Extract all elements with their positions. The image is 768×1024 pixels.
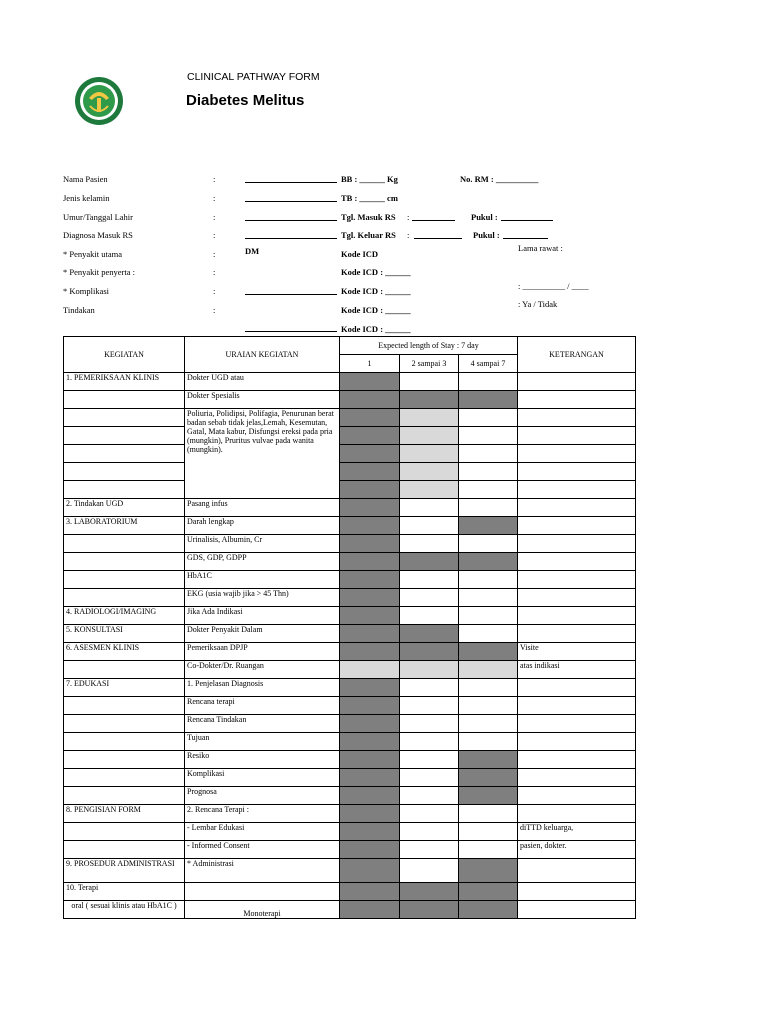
table-row (64, 715, 636, 733)
form-label: CLINICAL PATHWAY FORM (187, 71, 320, 83)
kegiatan-cell: 2. Tindakan UGD (64, 499, 185, 517)
kegiatan-cell (64, 463, 185, 481)
keterangan-cell (518, 535, 636, 553)
uraian-cell: Rencana terapi (185, 697, 340, 715)
kode-icd-field[interactable]: Kode ICD : ______ (341, 267, 411, 277)
day2-cell[interactable] (400, 859, 459, 883)
keterangan-cell (518, 427, 636, 445)
day3-cell[interactable] (459, 841, 518, 859)
uraian-cell: 1. Penjelasan Diagnosis (185, 679, 340, 697)
keterangan-cell (518, 571, 636, 589)
label-penyakit-utama: * Penyakit utama (63, 249, 123, 259)
keterangan-cell (518, 697, 636, 715)
day2-cell[interactable] (400, 481, 459, 499)
colon: : (213, 305, 216, 315)
header-kegiatan: KEGIATAN (64, 337, 185, 373)
uraian-cell: GDS, GDP, GDPP (185, 553, 340, 571)
kegiatan-cell (64, 787, 185, 805)
kegiatan-cell: oral ( sesuai klinis atau HbA1C ) (64, 901, 185, 919)
day1-cell[interactable] (340, 589, 400, 607)
form-title: Diabetes Melitus (186, 92, 305, 109)
table-row (64, 787, 636, 805)
table-row (64, 841, 636, 859)
day1-cell[interactable] (340, 823, 400, 841)
day1-cell[interactable] (340, 679, 400, 697)
day3-cell[interactable] (459, 751, 518, 769)
day3-cell[interactable] (459, 535, 518, 553)
keterangan-cell: atas indikasi (518, 661, 636, 679)
day1-cell[interactable] (340, 481, 400, 499)
clinical-pathway-table (63, 336, 636, 919)
tgl-masuk-field[interactable] (412, 220, 455, 221)
uraian-cell: EKG (usia wajib jika > 45 Thn) (185, 589, 340, 607)
bb-field[interactable]: BB : ______ Kg (341, 174, 398, 184)
day2-cell[interactable] (400, 661, 459, 679)
keterangan-cell (518, 715, 636, 733)
keterangan-cell (518, 769, 636, 787)
day2-cell[interactable] (400, 445, 459, 463)
day1-cell[interactable] (340, 751, 400, 769)
kode-icd-field[interactable]: Kode ICD : ______ (341, 305, 411, 315)
day1-cell[interactable] (340, 805, 400, 823)
colon: : (407, 212, 410, 222)
keterangan-cell: diTTD keluarga, (518, 823, 636, 841)
day3-cell[interactable] (459, 805, 518, 823)
hospital-logo-icon (74, 76, 124, 126)
day2-cell[interactable] (400, 787, 459, 805)
table-row (64, 823, 636, 841)
table-row (64, 445, 636, 463)
day2-cell[interactable] (400, 373, 459, 391)
day1-cell[interactable] (340, 409, 400, 427)
tb-field[interactable]: TB : ______ cm (341, 193, 398, 203)
keterangan-cell: pasien, dokter. (518, 841, 636, 859)
kegiatan-cell (64, 445, 185, 463)
day1-cell[interactable] (340, 787, 400, 805)
day1-cell[interactable] (340, 715, 400, 733)
day2-cell[interactable] (400, 733, 459, 751)
uraian-cell: HbA1C (185, 571, 340, 589)
penyakit-utama-value: DM (245, 246, 260, 256)
day1-cell[interactable] (340, 553, 400, 571)
table-row (64, 589, 636, 607)
table-row (64, 883, 636, 901)
day3-cell[interactable] (459, 859, 518, 883)
label-komplikasi: * Komplikasi (63, 286, 110, 296)
day1-cell[interactable] (340, 445, 400, 463)
kegiatan-cell: 6. ASESMEN KLINIS (64, 643, 185, 661)
kegiatan-cell: 4. RADIOLOGI/IMAGING (64, 607, 185, 625)
day1-cell[interactable] (340, 571, 400, 589)
day2-cell[interactable] (400, 805, 459, 823)
pukul-masuk-field[interactable] (501, 220, 553, 221)
day3-cell[interactable] (459, 643, 518, 661)
lama-rawat-field[interactable]: : __________ / ____ (518, 281, 589, 291)
keterangan-cell (518, 481, 636, 499)
kegiatan-cell (64, 535, 185, 553)
day3-cell[interactable] (459, 481, 518, 499)
keterangan-cell (518, 607, 636, 625)
uraian-cell: Resiko (185, 751, 340, 769)
keterangan-cell (518, 751, 636, 769)
day2-cell[interactable] (400, 715, 459, 733)
kegiatan-cell (64, 823, 185, 841)
kegiatan-cell (64, 427, 185, 445)
keterangan-cell (518, 463, 636, 481)
table-row (64, 607, 636, 625)
day3-cell[interactable] (459, 445, 518, 463)
day3-cell[interactable] (459, 373, 518, 391)
kegiatan-cell (64, 553, 185, 571)
header-day-4-7: 4 sampai 7 (459, 355, 518, 373)
table-row (64, 409, 636, 427)
nama-field[interactable] (245, 182, 337, 183)
kegiatan-cell (64, 841, 185, 859)
uraian-cell: 2. Rencana Terapi : (185, 805, 340, 823)
label-tindakan: Tindakan (63, 305, 95, 315)
table-row (64, 427, 636, 445)
kegiatan-cell (64, 751, 185, 769)
uraian-cell: Prognosa (185, 787, 340, 805)
colon: : (407, 230, 410, 240)
keterangan-cell (518, 589, 636, 607)
day2-cell[interactable] (400, 823, 459, 841)
day3-cell[interactable] (459, 553, 518, 571)
day3-cell[interactable] (459, 409, 518, 427)
uraian-cell: Komplikasi (185, 769, 340, 787)
keterangan-cell (518, 883, 636, 901)
header-uraian: URAIAN KEGIATAN (185, 337, 340, 373)
table-row (64, 517, 636, 535)
day2-cell[interactable] (400, 517, 459, 535)
tgl-keluar-label: Tgl. Keluar RS (341, 230, 396, 240)
day2-cell[interactable] (400, 643, 459, 661)
day1-cell[interactable] (340, 841, 400, 859)
keterangan-cell (518, 445, 636, 463)
pukul-label: Pukul : (471, 212, 498, 222)
uraian-cell: Tujuan (185, 733, 340, 751)
day1-cell[interactable] (340, 499, 400, 517)
day1-cell[interactable] (340, 733, 400, 751)
day1-cell[interactable] (340, 661, 400, 679)
kegiatan-cell (64, 733, 185, 751)
day1-cell[interactable] (340, 535, 400, 553)
colon: : (213, 193, 216, 203)
table-row (64, 553, 636, 571)
symptoms-cell: Poliuria, Polidipsi, Polifagia, Penurunan berat badan sebab tidak jelas,Lemah, Kesemutan, Gatal, Mata kabur, Disfungsi ereksi pada pria (mungkin), Pruritus vulvae pada wanita (mungkin). (185, 409, 340, 499)
no-rm-field[interactable]: No. RM : __________ (460, 174, 539, 184)
pukul-label: Pukul : (473, 230, 500, 240)
uraian-cell: Dokter Spesialis (185, 391, 340, 409)
keterangan-cell (518, 625, 636, 643)
uraian-cell (185, 883, 340, 901)
table-row (64, 373, 636, 391)
day3-cell[interactable] (459, 679, 518, 697)
day3-cell[interactable] (459, 517, 518, 535)
keterangan-cell (518, 859, 636, 883)
keterangan-cell (518, 499, 636, 517)
day1-cell[interactable] (340, 901, 400, 919)
day3-cell[interactable] (459, 391, 518, 409)
tgl-masuk-label: Tgl. Masuk RS (341, 212, 396, 222)
header-day-2-3: 2 sampai 3 (400, 355, 459, 373)
uraian-cell: Pasang infus (185, 499, 340, 517)
table-row (64, 463, 636, 481)
table-row (64, 481, 636, 499)
day2-cell[interactable] (400, 427, 459, 445)
kegiatan-cell (64, 769, 185, 787)
keterangan-cell (518, 787, 636, 805)
day3-cell[interactable] (459, 607, 518, 625)
kegiatan-cell: 9. PROSEDUR ADMINISTRASI (64, 859, 185, 883)
table-row (64, 643, 636, 661)
day2-cell[interactable] (400, 901, 459, 919)
label-nama-pasien: Nama Pasien (63, 174, 108, 184)
kegiatan-cell: 3. LABORATORIUM (64, 517, 185, 535)
komplikasi-field[interactable] (245, 294, 337, 295)
keterangan-cell (518, 373, 636, 391)
kode-icd-field[interactable]: Kode ICD : ______ (341, 324, 411, 334)
day2-cell[interactable] (400, 769, 459, 787)
colon: : (213, 286, 216, 296)
label-umur: Umur/Tanggal Lahir (63, 212, 133, 222)
label-penyakit-penyerta: * Penyakit penyerta : (63, 267, 135, 277)
kegiatan-cell (64, 697, 185, 715)
kegiatan-cell (64, 589, 185, 607)
kegiatan-cell (64, 409, 185, 427)
header-day-1: 1 (340, 355, 400, 373)
day2-cell[interactable] (400, 589, 459, 607)
colon: : (213, 174, 216, 184)
colon: : (213, 249, 216, 259)
day3-cell[interactable] (459, 697, 518, 715)
table-row (64, 769, 636, 787)
day1-cell[interactable] (340, 373, 400, 391)
table-row (64, 697, 636, 715)
colon: : (213, 230, 216, 240)
header-los: Expected length of Stay : 7 day (340, 337, 518, 355)
kegiatan-cell (64, 481, 185, 499)
day3-cell[interactable] (459, 463, 518, 481)
ya-tidak-option[interactable]: : Ya / Tidak (518, 299, 558, 309)
kegiatan-cell (64, 391, 185, 409)
table-row (64, 751, 636, 769)
day2-cell[interactable] (400, 391, 459, 409)
pukul-keluar-field[interactable] (503, 238, 548, 239)
table-row (64, 625, 636, 643)
day1-cell[interactable] (340, 625, 400, 643)
day2-cell[interactable] (400, 697, 459, 715)
day2-cell[interactable] (400, 409, 459, 427)
table-row (64, 535, 636, 553)
kegiatan-cell: 5. KONSULTASI (64, 625, 185, 643)
uraian-cell: Urinalisis, Albumin, Cr (185, 535, 340, 553)
day2-cell[interactable] (400, 499, 459, 517)
day2-cell[interactable] (400, 751, 459, 769)
label-jenis-kelamin: Jenis kelamin (63, 193, 110, 203)
day3-cell[interactable] (459, 427, 518, 445)
day1-cell[interactable] (340, 643, 400, 661)
uraian-cell: Dokter Penyakit Dalam (185, 625, 340, 643)
table-row (64, 571, 636, 589)
kegiatan-cell (64, 715, 185, 733)
tgl-keluar-field[interactable] (414, 238, 462, 239)
jenis-kelamin-field[interactable] (245, 201, 337, 202)
table-row (64, 679, 636, 697)
day1-cell[interactable] (340, 769, 400, 787)
diagnosa-field[interactable] (245, 238, 337, 239)
uraian-cell: Rencana Tindakan (185, 715, 340, 733)
table-row (64, 391, 636, 409)
colon: : (213, 267, 216, 277)
kegiatan-cell: 8. PENGISIAN FORM (64, 805, 185, 823)
keterangan-cell (518, 733, 636, 751)
keterangan-cell (518, 679, 636, 697)
day1-cell[interactable] (340, 427, 400, 445)
day3-cell[interactable] (459, 823, 518, 841)
day3-cell[interactable] (459, 499, 518, 517)
colon: : (213, 212, 216, 222)
uraian-cell: - Informed Consent (185, 841, 340, 859)
keterangan-cell: Visite (518, 643, 636, 661)
kegiatan-cell: 10. Terapi (64, 883, 185, 901)
table-row (64, 805, 636, 823)
day3-cell[interactable] (459, 883, 518, 901)
day3-cell[interactable] (459, 901, 518, 919)
header-keterangan: KETERANGAN (518, 337, 636, 373)
day1-cell[interactable] (340, 391, 400, 409)
umur-field[interactable] (245, 220, 337, 221)
table-row (64, 661, 636, 679)
day1-cell[interactable] (340, 883, 400, 901)
day2-cell[interactable] (400, 625, 459, 643)
uraian-cell: * Administrasi (185, 859, 340, 883)
day3-cell[interactable] (459, 715, 518, 733)
kegiatan-cell (64, 661, 185, 679)
day1-cell[interactable] (340, 517, 400, 535)
table-row (64, 733, 636, 751)
day1-cell[interactable] (340, 697, 400, 715)
kegiatan-cell: 1. PEMERIKSAAN KLINIS (64, 373, 185, 391)
day3-cell[interactable] (459, 787, 518, 805)
day3-cell[interactable] (459, 571, 518, 589)
day3-cell[interactable] (459, 769, 518, 787)
day1-cell[interactable] (340, 607, 400, 625)
table-row (64, 859, 636, 883)
kegiatan-cell: 7. EDUKASI (64, 679, 185, 697)
day2-cell[interactable] (400, 679, 459, 697)
uraian-cell: Jika Ada Indikasi (185, 607, 340, 625)
lama-rawat-label: Lama rawat : (518, 243, 563, 253)
label-diagnosa: Diagnosa Masuk RS (63, 230, 133, 240)
day2-cell[interactable] (400, 463, 459, 481)
day2-cell[interactable] (400, 571, 459, 589)
day3-cell[interactable] (459, 589, 518, 607)
day2-cell[interactable] (400, 535, 459, 553)
uraian-cell: Co-Dokter/Dr. Ruangan (185, 661, 340, 679)
keterangan-cell (518, 517, 636, 535)
day1-cell[interactable] (340, 859, 400, 883)
day3-cell[interactable] (459, 661, 518, 679)
kode-icd-field[interactable]: Kode ICD : ______ (341, 286, 411, 296)
table-row (64, 499, 636, 517)
keterangan-cell (518, 409, 636, 427)
tindakan-field[interactable] (245, 331, 337, 332)
day3-cell[interactable] (459, 733, 518, 751)
day2-cell[interactable] (400, 607, 459, 625)
uraian-cell: Darah lengkap (185, 517, 340, 535)
keterangan-cell (518, 553, 636, 571)
uraian-cell: Pemeriksaan DPJP (185, 643, 340, 661)
keterangan-cell (518, 901, 636, 919)
table-row (64, 901, 636, 919)
keterangan-cell (518, 391, 636, 409)
uraian-cell: Monoterapi (185, 901, 340, 919)
day3-cell[interactable] (459, 625, 518, 643)
day1-cell[interactable] (340, 463, 400, 481)
kode-icd-label: Kode ICD (341, 249, 379, 259)
day2-cell[interactable] (400, 883, 459, 901)
kegiatan-cell (64, 571, 185, 589)
day2-cell[interactable] (400, 841, 459, 859)
uraian-cell: Dokter UGD atau (185, 373, 340, 391)
keterangan-cell (518, 805, 636, 823)
day2-cell[interactable] (400, 553, 459, 571)
uraian-cell: - Lembar Edukasi (185, 823, 340, 841)
